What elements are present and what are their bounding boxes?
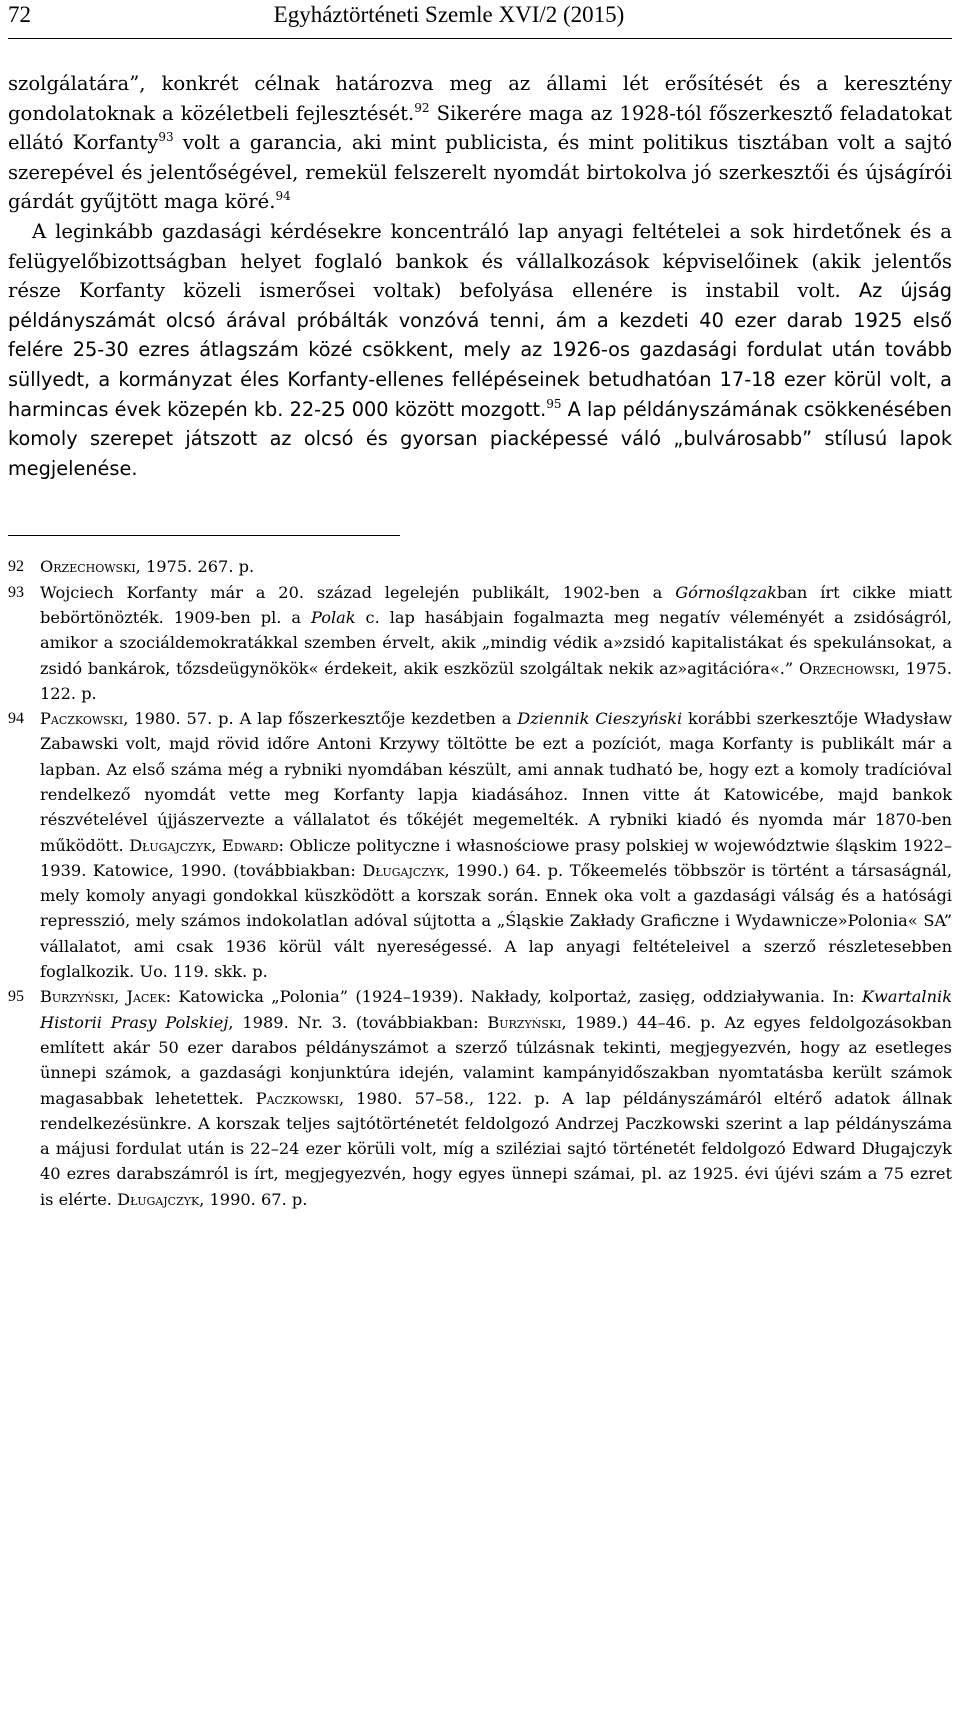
footnote-segment: Wojciech Korfanty már a 20. század legelején publikált, 1902-ben a [40, 582, 676, 602]
paragraph-2-text-b: Az újság példányszámát olcsó árával próbálták vonzóvá tenni, ám a kezdeti 40 ezer darab 1925 első felére 25-30 ezres átlagszám közé csökkent, mely az 1926-os gazdasági fordulat után tovább süllyedt, a kormányzat éles Korfanty-ellenes fellépéseinek betudhatóan 17-18 ezer körül volt, a harmincas évek közepén kb. 22-25 000 között mozgott. [8, 279, 953, 421]
footnote-ref-94[interactable]: 94 [275, 189, 291, 204]
footnote-ref-93[interactable]: 93 [158, 130, 174, 145]
main-text [8, 69, 952, 483]
footnote-divider [8, 535, 400, 536]
paragraph-2 [8, 217, 952, 483]
author-name: Długajczyk, Edward [129, 835, 279, 855]
paragraph-2-text-c: A lap példányszámának csökkenésében komoly szerepet játszott az olcsó és gyorsan piacképessé váló „bulvárosabb” stílusú lapok megjelenése. [8, 397, 952, 480]
paragraph-1-text-b: Sikerére maga az 1928-tól főszerkesztő feladatokat ellátó Korfanty [8, 101, 952, 155]
author-name: Burzyński [487, 1012, 562, 1032]
author-name: Burzyński, Jacek [40, 987, 166, 1007]
footnote-number: 92 [8, 558, 24, 576]
footnote-92 [8, 554, 952, 579]
footnote-text [40, 984, 952, 1212]
paragraph-2-text-a: A leginkább gazdasági kérdésekre koncentráló lap anyagi feltételei a sok hirdetőnek és a felügyelőbizottságban helyet foglaló bankok és vállalkozások képviselőinek (akik jelentős része Korfanty közeli ismerősei voltak) befolyása ellenére is instabil volt. [8, 219, 952, 303]
author-name: Długajczyk [117, 1189, 200, 1209]
footnote-number: 94 [8, 710, 24, 728]
footnote-text [40, 580, 952, 706]
footnote-segment: , 1989. Nr. 3. (továbbiakban: [228, 1012, 488, 1032]
author-name: Orzechowski [799, 658, 895, 678]
footnote-segment: korábbi szerkesztője Władysław Zabawski volt, majd rövid időre Antoni Krzywy töltötte be ezt a pozíciót, maga Korfanty is publikált már a lapban. Az első száma még a rybniki nyomdában készült, ami annak tudható be, hogy ezt a komoly tradícióval rendelkező nyomdát vette meg Korfanty lapja kiadásához. Innen vitte át Katowicébe, majd bankok részvételével újjászervezte a vállalatot és tőkéjét megemelték. A rybniki kiadó és nyomda már 1870-ben működött. [40, 709, 952, 855]
footnote-segment: , 1990. 67. p. [199, 1189, 308, 1209]
paragraph-1 [8, 69, 952, 217]
footnote-93 [8, 580, 952, 706]
footnote-95 [8, 984, 952, 1212]
publication-title: Dziennik Cieszyński [517, 709, 683, 729]
author-name: Paczkowski [40, 709, 124, 729]
footnote-segment: , 1990.) 64. p. Tőkeemelés többször is történt a társaságnál, mely komoly anyagi gondokkal küszködött a korszak során. Ennek oka volt a gazdasági válság és a hatósági represszió, mely számos indokolatlan adóval sújtotta a „Śląskie Zakłady Graficzne i Wydawnicze»Polonia« SA” vállalatot, ami csak 1936 körül vált nyereségessé. A lap anyagi feltételeivel a szerző részletesebben foglalkozik. Uo. 119. skk. p. [40, 860, 952, 982]
running-header [8, 0, 952, 39]
footnote-text [40, 706, 952, 984]
footnote-segment: , 1989.) 44–46. p. Az egyes feldolgozásokban említett akár 50 ezer darabos példányszámot a szerző túlzásnak tekinti, megjegyezvén, hogy az esetleges ünnepi számok, a gazdasági konjunktúra idején, valamint kampányidőszakban nyomtatásba került számok magasabbak lehetettek. [40, 1012, 952, 1108]
publication-title: Górnoślązak [675, 582, 777, 602]
footnote-segment: : Katowicka „Polonia” (1924–1939). Nakłady, kolportaż, zasięg, oddziaływania. In: [165, 987, 862, 1007]
paragraph-1-text-c: volt a garancia, aki mint publicista, és mint politikus tisztában volt a sajtó szerepével és jelentőségével, remekül felszerelt nyomdát birtokolva jó szerkesztői és újságírói gárdát gyűjtött maga köré. [8, 131, 953, 214]
publication-title: Polak [310, 607, 356, 627]
footnote-text [40, 554, 952, 579]
footnote-94 [8, 706, 952, 984]
footnote-ref-95[interactable]: 95 [546, 396, 562, 411]
author-name: Długajczyk [362, 860, 445, 880]
footnote-segment: , 1975. 122. p. [40, 658, 952, 703]
footnote-segment: , 1980. 57–58., 122. p. A lap példányszámáról eltérő adatok állnak rendelkezésünkre. A korszak teljes sajtótörténetét feldolgozó Andrzej Paczkowski szerint a lap példányszáma a májusi fordulat után is 22–24 ezer körüli volt, míg a sziléziai sajtó történetét feldolgozó Edward Długajczyk 40 ezres darabszámról is írt, megjegyezvén, hogy egyes ünnepi számai, pl. az 1925. évi újévi szám a 75 ezret is elérte. [40, 1088, 952, 1209]
citation-text: , 1975. 267. p. [135, 557, 255, 577]
footnote-ref-92[interactable]: 92 [414, 100, 430, 115]
footnote-segment: : Oblicze polityczne i własnościowe prasy polskiej w województwie śląskim 1922–1939. Katowice, 1990. (továbbiakban: [40, 835, 952, 880]
footnote-segment: , 1980. 57. p. A lap főszerkesztője kezdetben a [123, 709, 518, 729]
publication-title: Kwartalnik Historii Prasy Polskiej [40, 987, 953, 1032]
author-name: Paczkowski [255, 1088, 339, 1108]
journal-title: Egyháztörténeti Szemle XVI/2 (2015) [273, 2, 625, 27]
footnote-number: 95 [8, 988, 24, 1006]
paragraph-1-text-a: szolgálatára”, konkrét célnak határozva meg az állami lét erősítését és a keresztény gondolatoknak a közéletbeli fejlesztését. [8, 72, 952, 125]
footnotes [8, 554, 952, 1212]
footnote-number: 93 [8, 583, 24, 601]
author-name: Orzechowski [40, 557, 136, 577]
footnote-segment: ban írt cikke miatt bebörtönözték. 1909-ben pl. a [40, 582, 952, 627]
footnote-segment: c. lap hasábjain fogalmazta meg negatív véleményét a zsidóságról, amikor a szociáldemokratákkal szemben érvelt, akik „mindig védik a»zsidó kapitalistákat és spekulánsokat, a zsidó bankárok, tőzsdeügynökök« érdekeit, akik eszközül szolgáltak nekik az»agitációra«.” [40, 607, 952, 678]
page-number: 72 [8, 2, 31, 27]
